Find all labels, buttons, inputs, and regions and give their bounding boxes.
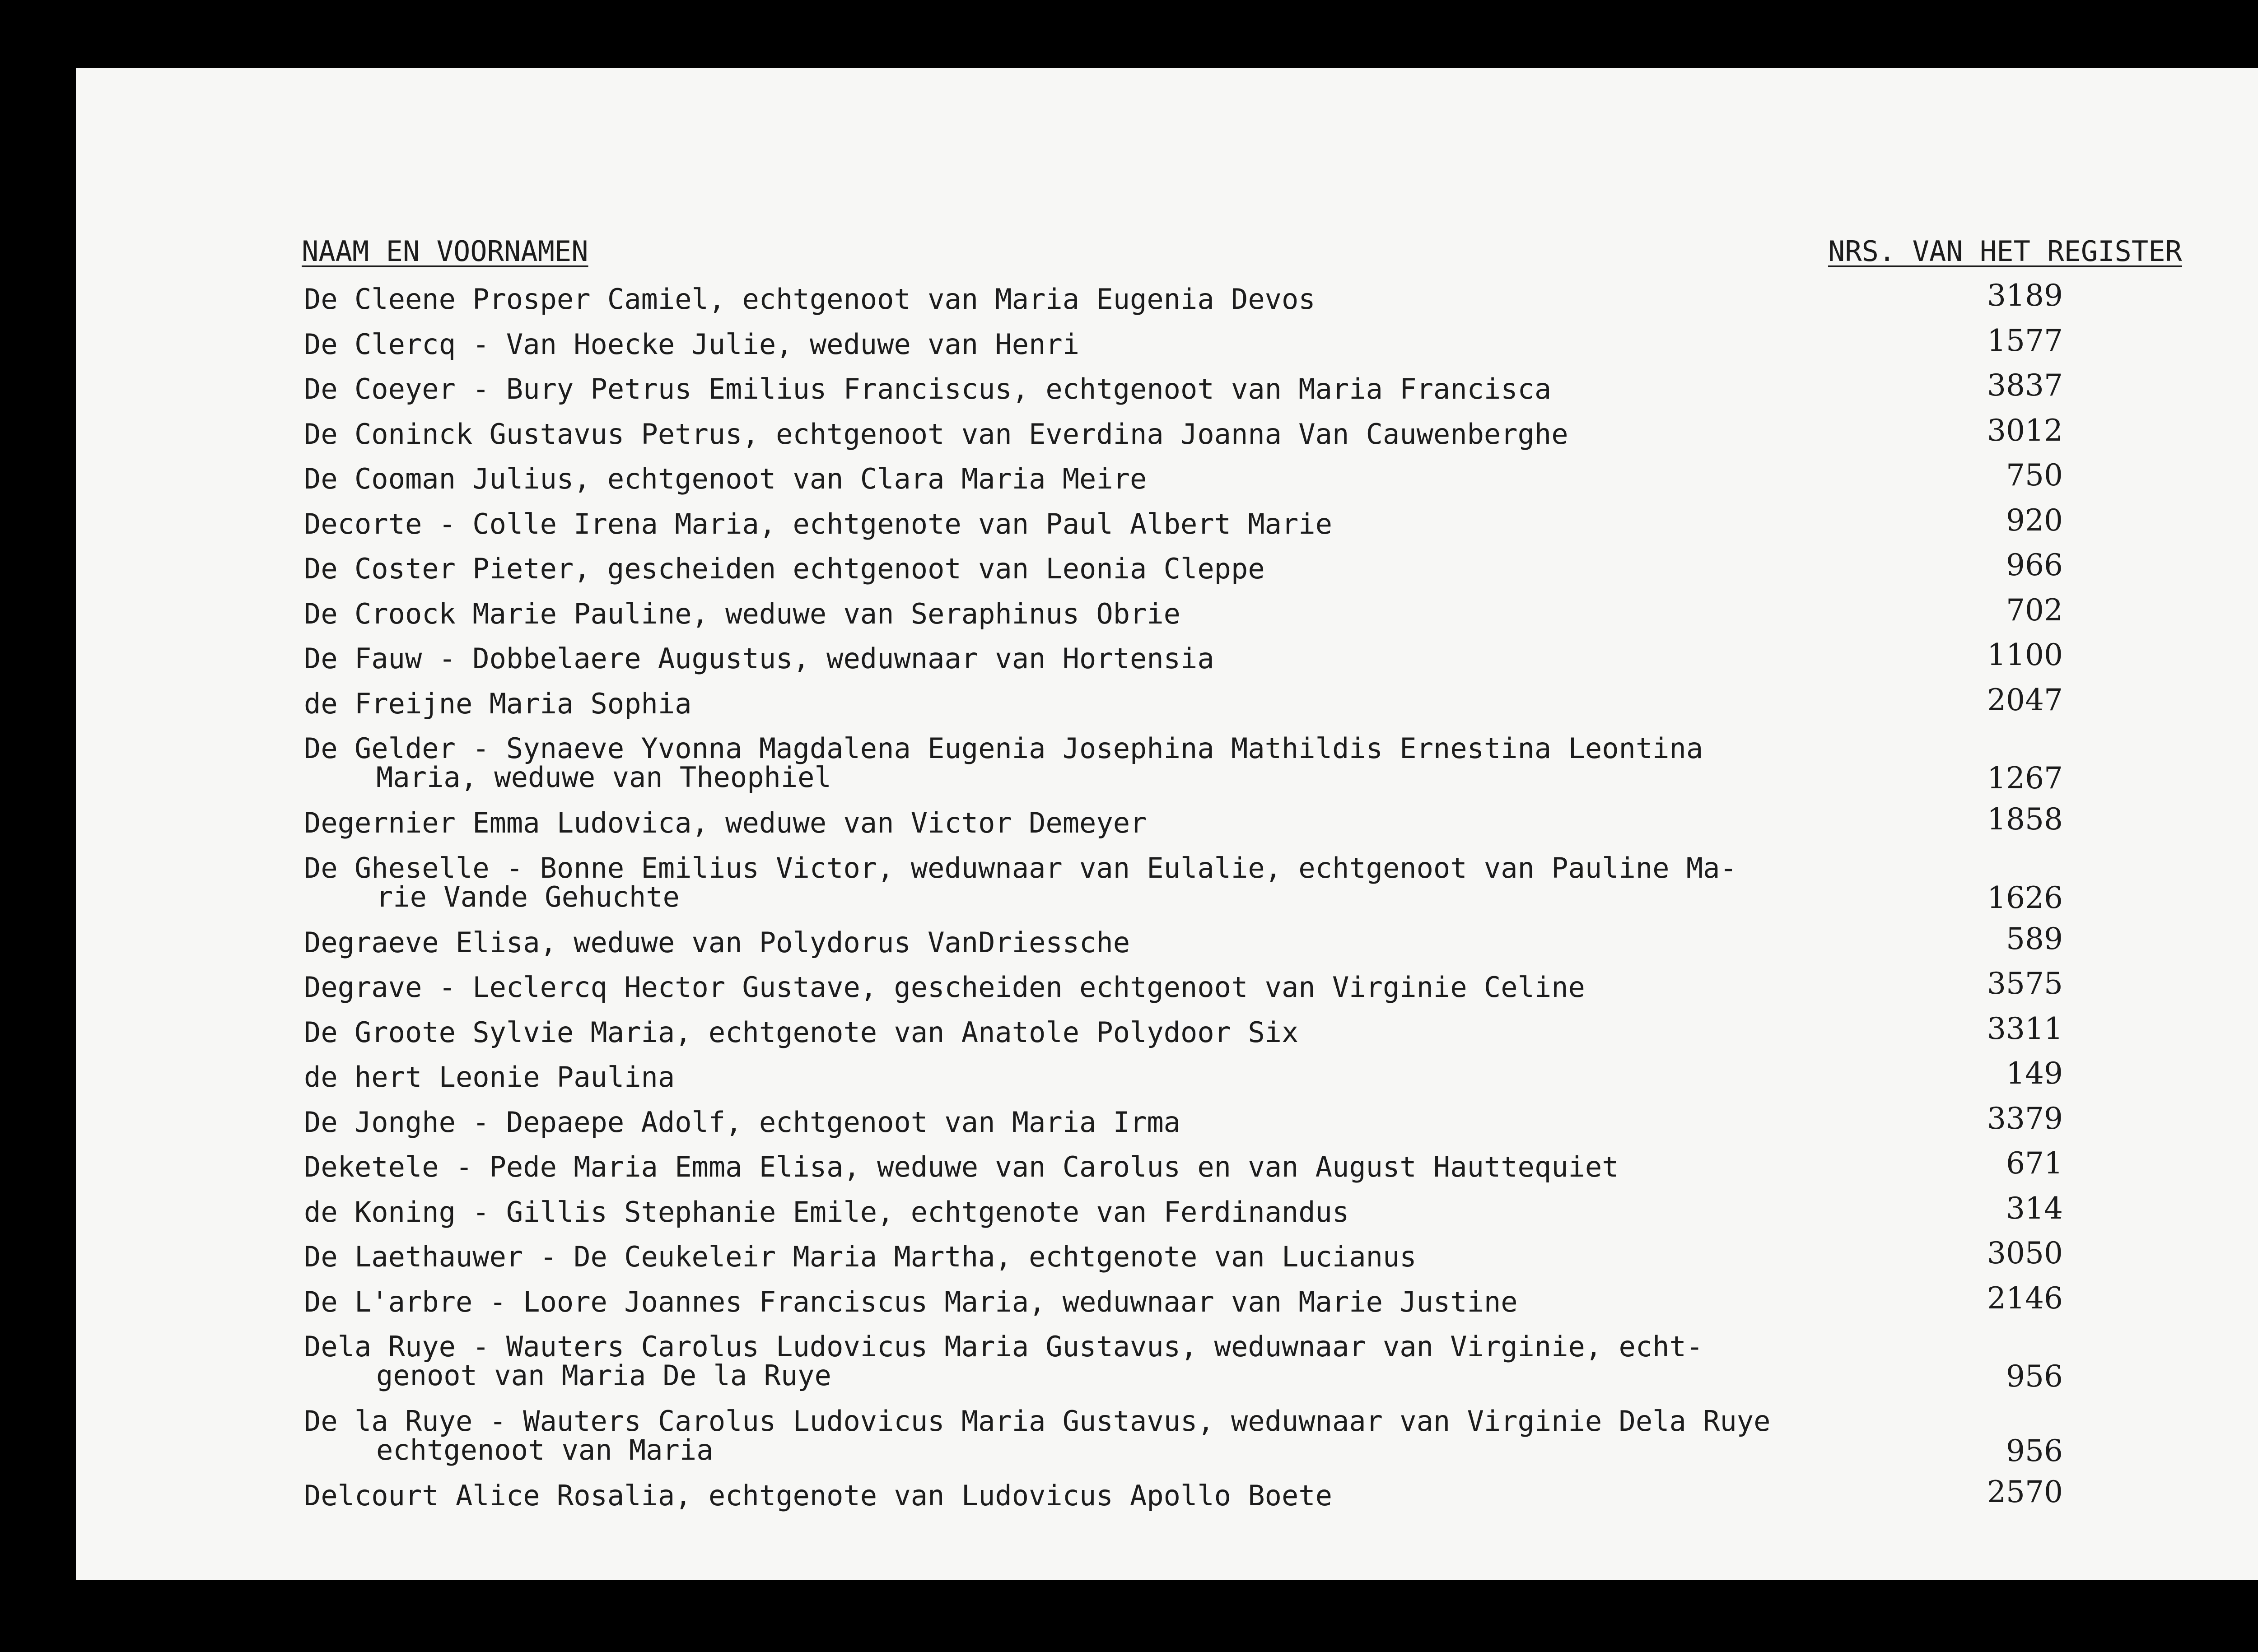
entry-name-continuation: echtgenoot van Maria [376,1433,714,1466]
document-page [76,68,2258,1580]
table-row [76,1145,2258,1191]
table-row [76,847,2258,921]
entry-name-line: Decorte - Colle Irena Maria, echtgenote van Paul Albert Marie [304,507,1332,540]
table-row [76,368,2258,413]
register-number: 702 [2006,592,2063,628]
table-row [76,1474,2258,1519]
entry-name-line: De Clercq - Van Hoecke Julie, weduwe van Henri [304,327,1080,361]
table-row [76,1191,2258,1236]
entry-name [304,1407,1975,1465]
register-number: 589 [2006,921,2063,956]
entry-name [304,734,1975,792]
register-number: 1100 [1987,638,2063,672]
entry-name-line: de hert Leonie Paulina [304,1061,675,1094]
entry-name [304,851,1975,913]
entry-name-continuation: Maria, weduwe van Theophiel [376,761,831,794]
table-row [76,1400,2258,1474]
table-row [76,1056,2258,1101]
entry-name-line: De L'arbre - Loore Joannes Franciscus Maria, weduwnaar van Marie Justine [304,1285,1518,1318]
entry-name-line: De Groote Sylvie Maria, echtgenote van Anatole Polydoor Six [304,1015,1299,1049]
entry-name-line: De Jonghe - Depaepe Adolf, echtgenoot van Maria Irma [304,1105,1181,1139]
entry-name [304,1015,1975,1049]
entry-name-line: De Gheselle - Bonne Emilius Victor, weduwnaar van Eulalie, echtgenoot van Pauline Ma- [304,851,1737,884]
table-row [76,637,2258,682]
register-number: 2047 [1987,682,2063,717]
entry-name-line: De la Ruye - Wauters Carolus Ludovicus Maria Gustavus, weduwnaar van Virginie Dela Ruye [304,1405,1771,1438]
entry-name [304,417,1975,451]
table-header [76,235,2258,275]
table-row [76,413,2258,458]
register-number: 3837 [1987,368,2063,403]
register-number: 3189 [1987,278,2063,313]
entry-name-line: De Laethauwer - De Ceukeleir Maria Martha, echtgenote van Lucianus [304,1240,1417,1273]
entry-name [304,689,1975,718]
entry-name-line: De Fauw - Dobbelaere Augustus, weduwnaar van Hortensia [304,642,1214,675]
register-number: 3311 [1987,1011,2063,1046]
entry-name-line: Deketele - Pede Maria Emma Elisa, weduwe van Carolus en van August Hauttequiet [304,1150,1619,1183]
entry-name [304,507,1975,540]
register-number: 3050 [1987,1236,2063,1270]
entry-name [304,554,1975,583]
entry-name-line: De Croock Marie Pauline, weduwe van Seraphinus Obrie [304,597,1181,630]
table-row [76,1280,2258,1326]
table-row [76,547,2258,592]
entry-name-line: Delcourt Alice Rosalia, echtgenote van Ludovicus Apollo Boete [304,1479,1332,1512]
entry-name-line: de Koning - Gillis Stephanie Emile, echtgenote van Ferdinandus [304,1195,1349,1229]
entry-name [304,597,1975,630]
register-number: 750 [2006,458,2063,493]
entry-name [304,1105,1975,1139]
entry-name [304,1150,1975,1183]
table-row [76,503,2258,548]
entry-name [304,1063,1975,1092]
register-number: 966 [2006,548,2063,582]
table-row [76,1235,2258,1280]
entry-name [304,1481,1975,1510]
register-number: 3012 [1987,413,2063,448]
table-row [76,727,2258,801]
register-number: 3379 [1987,1101,2063,1136]
register-number: 1858 [1987,802,2063,837]
register-number: 920 [2006,503,2063,538]
entry-name [304,285,1975,314]
register-number: 314 [2006,1191,2063,1226]
entry-name-line: Dela Ruye - Wauters Carolus Ludovicus Maria Gustavus, weduwnaar van Virginie, echt- [304,1330,1703,1363]
register-number: 2146 [1987,1280,2063,1316]
entry-name [304,644,1975,673]
entry-name-line: De Coninck Gustavus Petrus, echtgenoot van Everdina Joanna Van Cauwenberghe [304,417,1568,451]
table-row [76,457,2258,503]
entry-name [304,327,1975,361]
table-row [76,1101,2258,1146]
register-number-column-heading: NRS. VAN HET REGISTER [1828,235,2182,268]
table-row [76,921,2258,966]
register-number: 149 [2006,1056,2063,1091]
table-row [76,801,2258,847]
entry-name-line: De Cooman Julius, echtgenoot van Clara Maria Meire [304,462,1147,495]
entry-name [304,372,1975,405]
register-number: 1626 [1987,880,2063,915]
entry-name [304,1285,1975,1318]
entry-name-continuation: genoot van Maria De la Ruye [376,1359,831,1392]
register-number: 1267 [1987,761,2063,796]
register-number: 956 [2006,1359,2063,1394]
entry-name [304,1195,1975,1229]
register-number: 671 [2006,1146,2063,1181]
entry-name-line: Degraeve Elisa, weduwe van Polydorus VanDriessche [304,926,1130,959]
register-number: 956 [2006,1433,2063,1468]
table-row [76,323,2258,368]
entry-name [304,928,1975,957]
entry-name-line: Degrave - Leclercq Hector Gustave, gescheiden echtgenoot van Virginie Celine [304,971,1585,1004]
entry-name [304,1332,1975,1390]
entry-name [304,1242,1975,1271]
register-entries [76,278,2258,1519]
entry-name [304,973,1975,1002]
name-column-heading: NAAM EN VOORNAMEN [302,235,588,268]
table-row [76,966,2258,1011]
register-number: 2570 [1987,1475,2063,1509]
table-row [76,682,2258,727]
entry-name-line: De Coster Pieter, gescheiden echtgenoot van Leonia Cleppe [304,552,1265,585]
table-row [76,278,2258,323]
table-row [76,1011,2258,1056]
register-number: 3575 [1987,966,2063,1001]
entry-name [304,462,1975,495]
entry-name-line: De Gelder - Synaeve Yvonna Magdalena Eugenia Josephina Mathildis Ernestina Leontina [304,732,1703,765]
entry-name-line: De Cleene Prosper Camiel, echtgenoot van Maria Eugenia Devos [304,283,1316,316]
entry-name [304,806,1975,839]
register-number: 1577 [1987,323,2063,358]
entry-name-continuation: rie Vande Gehuchte [376,880,680,913]
table-row [76,592,2258,638]
entry-name-line: Degernier Emma Ludovica, weduwe van Victor Demeyer [304,806,1147,839]
table-row [76,1325,2258,1400]
entry-name-line: de Freijne Maria Sophia [304,687,692,720]
entry-name-line: De Coeyer - Bury Petrus Emilius Franciscus, echtgenoot van Maria Francisca [304,372,1552,405]
